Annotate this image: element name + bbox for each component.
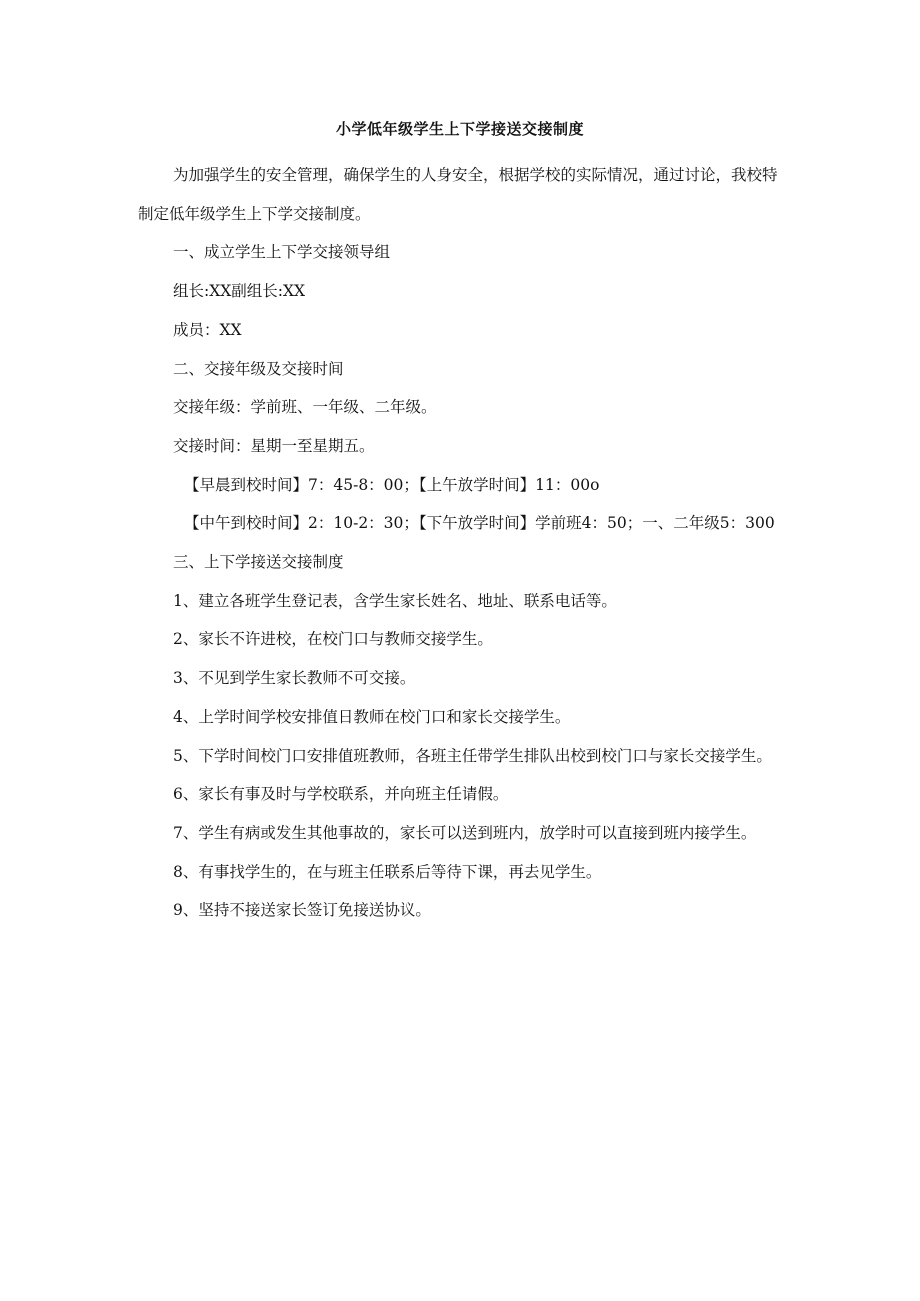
rule-item-3: 3、不见到学生家长教师不可交接。 xyxy=(173,669,416,688)
rule-item-1: 1、建立各班学生登记表，含学生家长姓名、地址、联系电话等。 xyxy=(173,591,617,610)
intro-paragraph: 为加强学生的安全管理，确保学生的人身安全，根据学校的实际情况，通过讨论，我校特制定低年级学生上下学交接制度。 xyxy=(138,166,778,223)
afternoon-schedule-line: 【中午到校时间】2：10-2：30；【下午放学时间】学前班4：50；一、二年级5：300 xyxy=(184,514,775,533)
rule-item-4: 4、上学时间学校安排值日教师在校门口和家长交接学生。 xyxy=(173,707,571,726)
rule-item-5: 5、下学时间校门口安排值班教师，各班主任带学生排队出校到校门口与家长交接学生。 xyxy=(173,746,772,765)
members-line: 成员：XX xyxy=(173,320,242,339)
rule-item-6: 6、家长有事及时与学校联系，并向班主任请假。 xyxy=(173,785,509,804)
grades-line: 交接年级：学前班、一年级、二年级。 xyxy=(173,398,437,417)
rule-item-7: 7、学生有病或发生其他事故的，家长可以送到班内，放学时可以直接到班内接学生。 xyxy=(173,823,757,842)
rule-item-9: 9、坚持不接送家长签订免接送协议。 xyxy=(173,901,431,920)
document-body xyxy=(138,156,788,930)
section-heading-2: 二、交接年级及交接时间 xyxy=(173,359,344,378)
rule-item-2: 2、家长不许进校，在校门口与教师交接学生。 xyxy=(173,630,493,649)
days-line: 交接时间：星期一至星期五。 xyxy=(173,436,375,455)
section-heading-1: 一、成立学生上下学交接领导组 xyxy=(173,243,391,262)
morning-schedule-line: 【早晨到校时间】7：45-8：00；【上午放学时间】11：00o xyxy=(184,475,600,494)
document-title: 小学低年级学生上下学接送交接制度 xyxy=(335,120,584,138)
section-heading-3: 三、上下学接送交接制度 xyxy=(173,553,344,572)
rule-item-8: 8、有事找学生的，在与班主任联系后等待下课，再去见学生。 xyxy=(173,862,602,881)
leader-line: 组长:XX副组长:XX xyxy=(173,282,306,301)
